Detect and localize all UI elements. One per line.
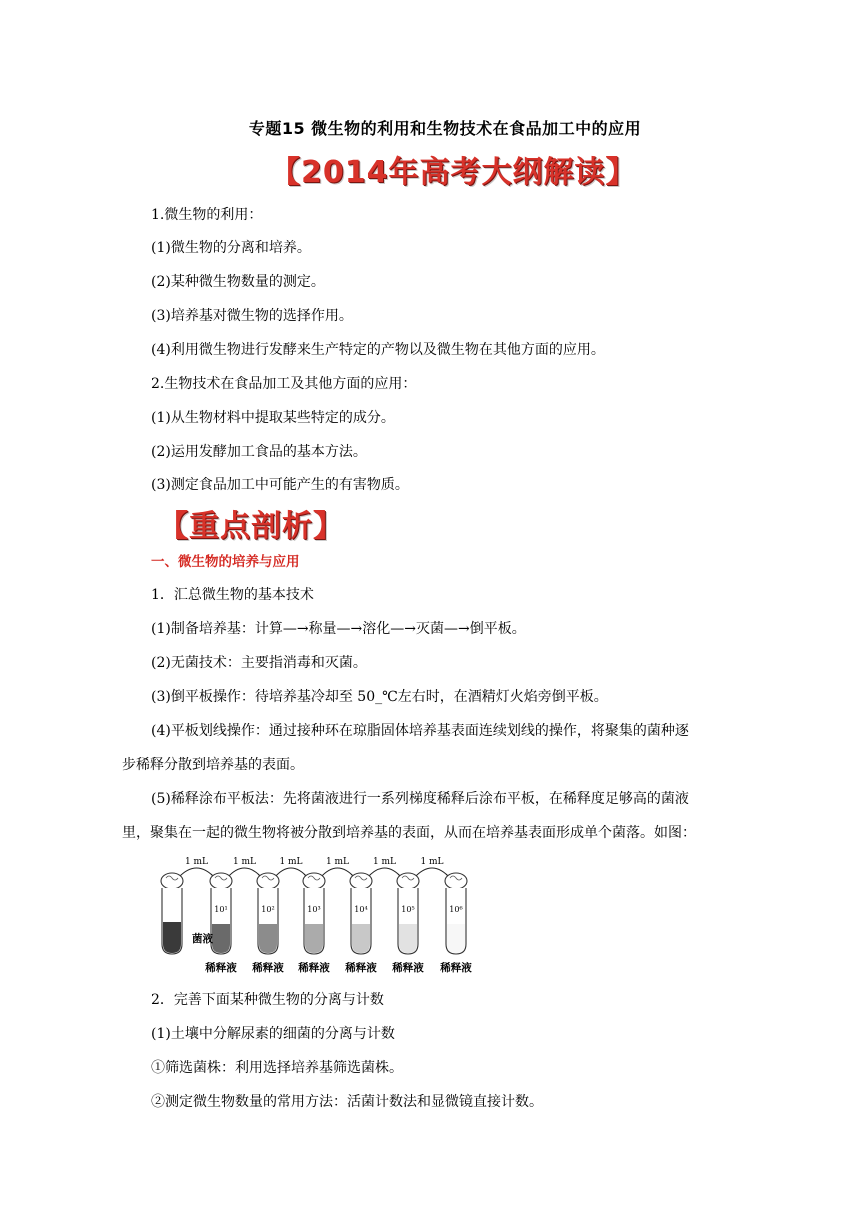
section-heading: 一、微生物的培养与应用	[151, 554, 300, 570]
section-line-3: (2)无菌技术：主要指消毒和灭菌。	[151, 655, 367, 671]
diluent-label: 稀释液	[205, 962, 237, 974]
section-line-5b: 步稀释分散到培养基的表面。	[122, 757, 304, 773]
transfer-volume-label: 1 mL	[279, 857, 303, 867]
section-line-10: ②测定微生物数量的常用方法：活菌计数法和显微镜直接计数。	[151, 1094, 543, 1110]
transfer-arrow	[227, 868, 262, 878]
tube-label: 10⁵	[401, 905, 415, 914]
section-line-7: 2．完善下面某种微生物的分离与计数	[151, 992, 384, 1008]
transfer-volume-label: 1 mL	[184, 857, 209, 867]
section-line-5a: (4)平板划线操作：通过接种环在琼脂固体培养基表面连续划线的操作，将聚集的菌种逐	[151, 723, 689, 739]
section-line-9: ①筛选菌株：利用选择培养基筛选菌株。	[151, 1060, 403, 1076]
diluent-label: 稀释液	[298, 962, 330, 974]
section-line-1: 1．汇总微生物的基本技术	[151, 587, 314, 603]
outline-banner: 【2014年高考大纲解读】	[270, 155, 637, 190]
diluent-label: 稀释液	[252, 962, 284, 974]
diluent-label: 稀释液	[392, 962, 424, 974]
section-line-6a: (5)稀释涂布平板法：先将菌液进行一系列梯度稀释后涂布平板，在稀释度足够高的菌液	[151, 791, 689, 807]
transfer-volume-label: 1 mL	[420, 857, 444, 867]
diluent-label: 稀释液	[440, 962, 472, 974]
stock-tube	[161, 873, 183, 954]
section-line-8: (1)土壤中分解尿素的细菌的分离与计数	[151, 1026, 395, 1042]
transfer-volume-label: 1 mL	[372, 857, 397, 867]
outline-line-2: (1)微生物的分离和培养。	[151, 240, 311, 256]
outline-line-6: 2.生物技术在食品加工及其他方面的应用：	[151, 376, 417, 392]
analysis-banner: 【重点剖析】	[158, 509, 344, 544]
transfer-volume-label: 1 mL	[232, 857, 257, 867]
outline-line-4: (3)培养基对微生物的选择作用。	[151, 308, 353, 324]
section-line-4: (3)倒平板操作：待培养基冷却至 50_℃左右时，在酒精灯火焰旁倒平板。	[151, 689, 608, 705]
tube-label: 10³	[307, 905, 321, 914]
transfer-volume-label: 1 mL	[325, 857, 350, 867]
stock-label: 菌液	[192, 933, 213, 945]
page-title: 专题15 微生物的利用和生物技术在食品加工中的应用	[248, 119, 642, 138]
tube-label: 10¹	[214, 905, 228, 914]
outline-line-3: (2)某种微生物数量的测定。	[151, 274, 325, 290]
section-line-2: (1)制备培养基：计算—→称量—→溶化—→灭菌—→倒平板。	[151, 621, 526, 637]
transfer-arrow	[367, 868, 402, 878]
transfer-arrow	[414, 868, 450, 878]
transfer-arrow	[320, 868, 355, 878]
section-line-6b: 里，聚集在一起的微生物将被分散到培养基的表面，从而在培养基表面形成单个菌落。如图：	[122, 825, 696, 841]
transfer-arrow	[178, 868, 215, 878]
outline-line-9: (3)测定食品加工中可能产生的有害物质。	[151, 477, 409, 493]
tube-label: 10⁴	[354, 905, 368, 914]
outline-line-8: (2)运用发酵加工食品的基本方法。	[151, 444, 367, 460]
outline-line-5: (4)利用微生物进行发酵来生产特定的产物以及微生物在其他方面的应用。	[151, 342, 605, 358]
outline-line-7: (1)从生物材料中提取某些特定的成分。	[151, 410, 395, 426]
tube-label: 10⁶	[449, 905, 463, 914]
tube-label: 10²	[261, 905, 275, 914]
outline-line-1: 1.微生物的利用：	[151, 207, 263, 223]
transfer-arrow	[274, 868, 308, 878]
dilution-diagram	[150, 850, 490, 980]
diluent-label: 稀释液	[345, 962, 377, 974]
